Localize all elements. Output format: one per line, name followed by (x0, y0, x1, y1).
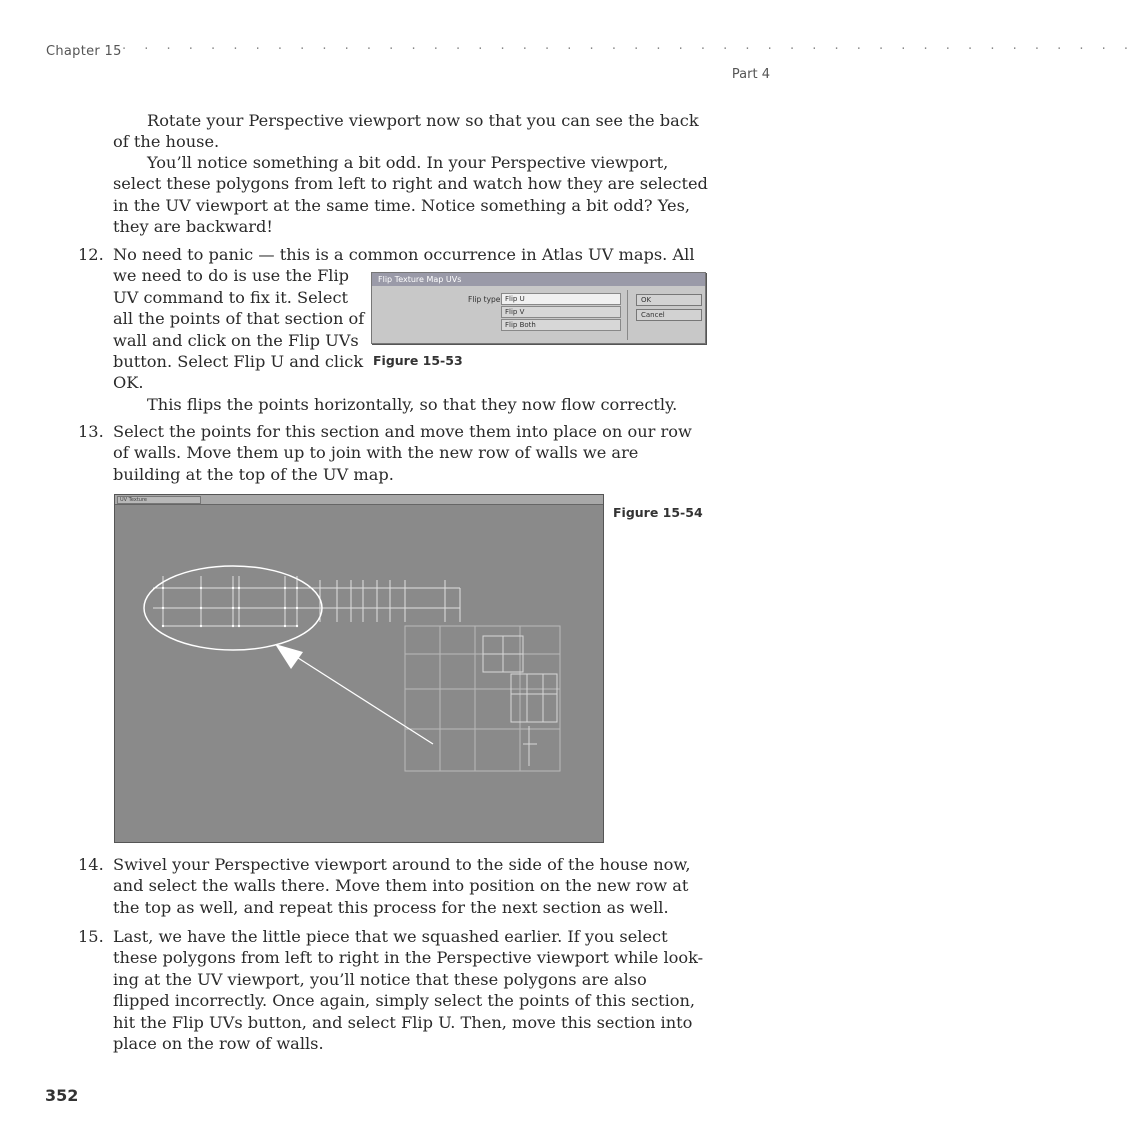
paragraph-rotate: Rotate your Perspective viewport now so that you can see the back of the house. (113, 111, 699, 152)
flip-u-option[interactable]: Flip U (501, 293, 621, 305)
flip-both-option[interactable]: Flip Both (501, 319, 621, 331)
cancel-button[interactable]: Cancel (636, 309, 702, 321)
uv-viewport[interactable] (114, 494, 604, 843)
flip-type-label: Flip type (468, 295, 501, 304)
pointer-arrow-head (275, 644, 303, 669)
item-13-text: Select the points for this section and move them into place on our row of walls. Move them up to join with the new row of walls we are building at the top of the UV map. (113, 422, 692, 484)
item-12-line-5: wall and click on the Flip UVs (113, 331, 359, 350)
item-12-line-1: No need to panic — this is a common occurrence in Atlas UV maps. All (113, 245, 695, 264)
item-14-text: Swivel your Perspective viewport around to the side of the house now, and select the walls there. Move them into position on the new row at the top as well, and repeat this process for the next section as well. (113, 855, 691, 917)
view-type-dropdown[interactable]: UV Texture (117, 496, 201, 504)
item-12-line-7: OK. (113, 373, 144, 392)
flip-texture-map-uvs-dialog (371, 272, 706, 344)
item-number-13: 13. (78, 422, 104, 441)
item-15-text: Last, we have the little piece that we squashed earlier. If you select these polygons from left to right in the Perspective viewport while look-ing at the UV viewport, you’ll notice that these polygons are also flipped incorrectly. Once again, simply select the points of this section, hit the Flip UVs button, and select Flip U. Then, move this section into place on the row of walls. (113, 927, 704, 1054)
item-12-line-2: we need to do is use the Flip (113, 266, 350, 285)
figure-15-53-caption: Figure 15-53 (373, 353, 463, 368)
figure-15-54-caption: Figure 15-54 (613, 505, 703, 520)
ok-button[interactable]: OK (636, 294, 702, 306)
item-12-line-3: UV command to fix it. Select (113, 288, 349, 307)
item-number-14: 14. (78, 855, 104, 874)
part-label: Part 4 (731, 67, 770, 82)
item-number-15: 15. (78, 927, 104, 946)
header-dot-leader: · · · · · · · · · · · · · · · · · · · · · · · · · · · · · · · · · · · · · · · · · · · · · · (122, 42, 1135, 57)
uv-map-canvas (115, 504, 603, 842)
flip-v-option[interactable]: Flip V (501, 306, 621, 318)
pointer-arrow-shaft (295, 656, 433, 744)
paragraph-odd: You’ll notice something a bit odd. In your Perspective viewport, select these polygons from left to right and watch how they are selected in the UV viewport at the same time. Notice something a bit odd? Yes, they are backward! (113, 153, 708, 237)
dialog-title: Flip Texture Map UVs (372, 273, 705, 286)
chapter-label: Chapter 15 (46, 44, 122, 59)
item-12-line-4: all the points of that section of (113, 309, 365, 328)
item-12-line-6: button. Select Flip U and click (113, 352, 364, 371)
flip-type-list (501, 293, 621, 332)
dialog-separator (627, 290, 628, 340)
paragraph-flips: This flips the points horizontally, so that they now flow correctly. (147, 395, 678, 414)
item-number-12: 12. (78, 245, 104, 264)
page-number: 352 (45, 1086, 79, 1105)
uv-points (162, 587, 298, 627)
